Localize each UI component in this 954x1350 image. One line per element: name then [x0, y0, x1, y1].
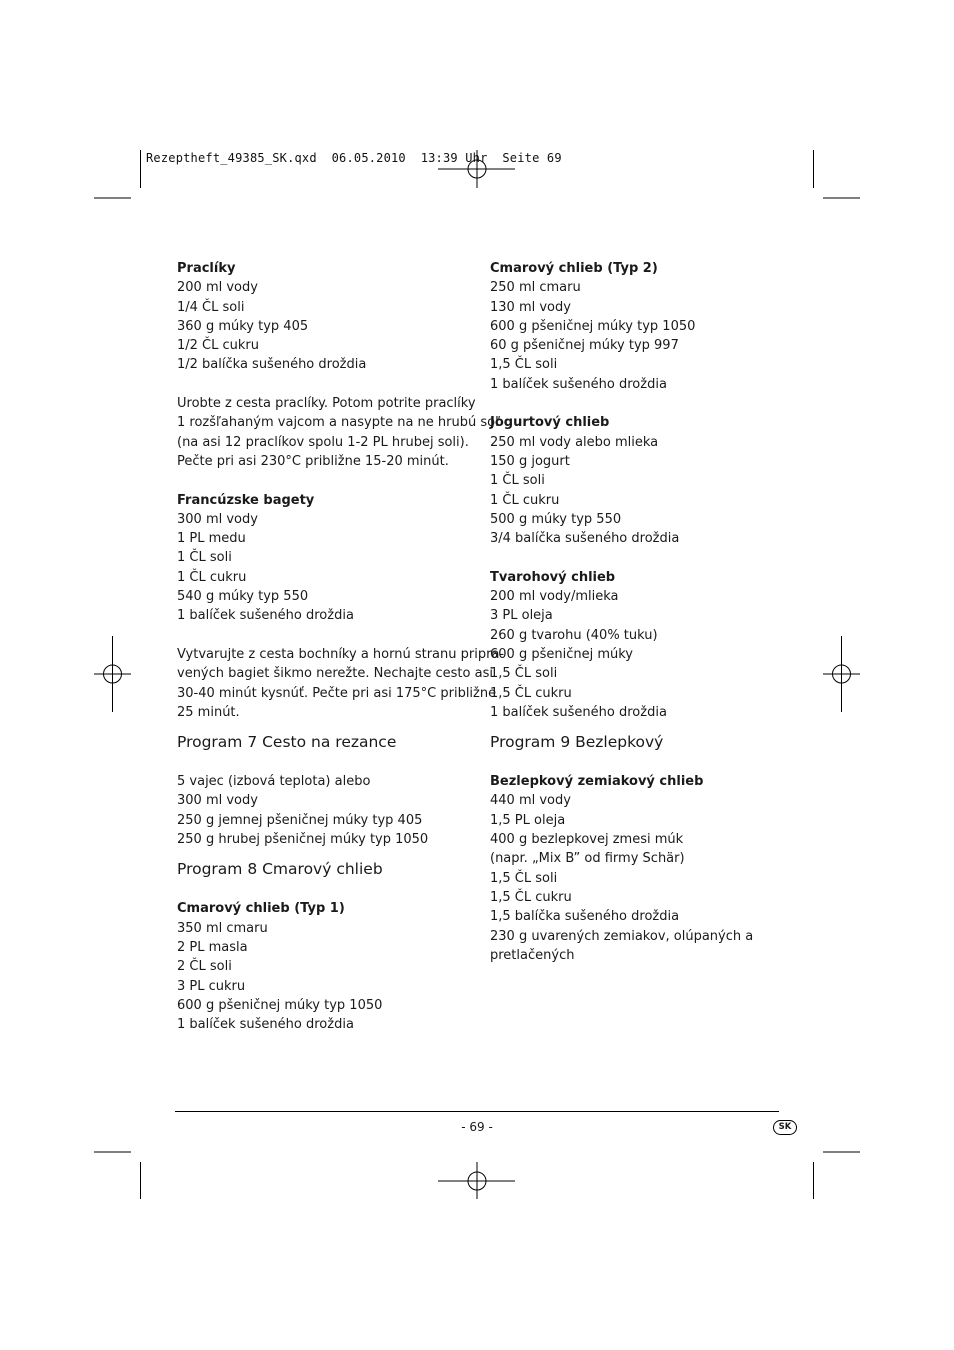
ingredient: 1 balíček sušeného droždia [490, 704, 667, 720]
right-column [490, 259, 790, 965]
ingredient: 1/2 balíčka sušeného droždia [177, 357, 367, 373]
ingredient: 5 vajec (izbová teplota) alebo [177, 774, 371, 790]
ingredient: 500 g múky typ 550 [490, 511, 622, 527]
recipe-title: Tvarohový chlieb [490, 569, 616, 585]
ingredient: 360 g múky typ 405 [177, 318, 309, 334]
ingredient: 150 g jogurt [490, 453, 570, 469]
recipe-cmarovy-chlieb-2 [490, 259, 790, 413]
ingredient: 350 ml cmaru [177, 920, 268, 936]
ingredient: 1,5 ČL soli [490, 357, 558, 373]
ingredient: 1,5 balíčka sušeného droždia [490, 909, 680, 925]
ingredient: 3 PL oleja [490, 608, 553, 624]
ingredient: 1 ČL soli [177, 550, 232, 566]
instruction-line: Urobte z cesta praclíky. Potom potrite praclíky [177, 396, 476, 412]
ingredient: 600 g pšeničnej múky typ 1050 [490, 318, 696, 334]
recipe-title: Praclíky [177, 261, 236, 276]
ingredient: 2 ČL soli [177, 959, 232, 975]
recipe-jogurtovy-chlieb [490, 413, 790, 567]
program-9-heading: Program 9 Bezlepkový [490, 733, 664, 752]
ingredient: 250 ml vody alebo mlieka [490, 434, 659, 450]
recipe-title: Francúzske bagety [177, 492, 315, 508]
program-7-heading: Program 7 Cesto na rezance [177, 733, 397, 752]
left-column [177, 259, 505, 1034]
ingredient: 540 g múky typ 550 [177, 589, 309, 605]
ingredient: 1 balíček sušeného droždia [177, 608, 354, 624]
recipe-tvarohovy-chlieb [490, 568, 790, 722]
ingredient: 260 g tvarohu (40% tuku) [490, 627, 658, 643]
ingredient: 130 ml vody [490, 299, 571, 315]
program-7-ingredients [177, 772, 467, 849]
instruction-line: Vytvarujte z cesta bochníky a hornú stranu pripra- [177, 646, 505, 662]
ingredient: 250 ml cmaru [490, 280, 581, 296]
ingredient: 1 ČL cukru [177, 569, 247, 585]
ingredient: 1/2 ČL cukru [177, 338, 260, 354]
ingredient: 440 ml vody [490, 793, 571, 809]
ingredient: 1 PL medu [177, 531, 246, 547]
ingredient: 2 PL masla [177, 939, 248, 955]
ingredient: 230 g uvarených zemiakov, olúpaných a [490, 928, 754, 944]
page-number: - 69 - [461, 1120, 493, 1134]
recipe-bezlepkovy-zemiakovy-chlieb [490, 772, 790, 965]
ingredient: 1 balíček sušeného droždia [177, 1017, 354, 1033]
ingredient: 1/4 ČL soli [177, 299, 245, 315]
ingredient: 1,5 PL oleja [490, 812, 566, 828]
language-badge: SK [773, 1120, 797, 1135]
instruction-line: 1 rozšľahaným vajcom a nasypte na ne hrubú soľ [177, 415, 500, 431]
ingredient: 1,5 ČL cukru [490, 685, 572, 701]
ingredient: 400 g bezlepkovej zmesi múk [490, 832, 684, 848]
ingredient: 3 PL cukru [177, 978, 246, 994]
ingredient: 60 g pšeničnej múky typ 997 [490, 338, 679, 354]
ingredient: 1,5 ČL soli [490, 666, 558, 682]
ingredient: 1,5 ČL cukru [490, 889, 572, 905]
recipe-praclíky [177, 259, 500, 491]
recipe-cmarovy-chlieb-1 [177, 899, 467, 1034]
instruction-line: 30-40 minút kysnúť. Pečte pri asi 175°C približne [177, 685, 497, 701]
recipe-title: Cmarový chlieb (Typ 2) [490, 261, 658, 276]
ingredient: 600 g pšeničnej múky [490, 646, 633, 662]
footer-rule [175, 1111, 779, 1112]
ingredient: 1,5 ČL soli [490, 870, 558, 886]
instruction-line: Pečte pri asi 230°C približne 15-20 minút. [177, 453, 449, 469]
ingredient: (napr. „Mix B” od firmy Schär) [490, 851, 685, 867]
instruction-line: (na asi 12 praclíkov spolu 1-2 PL hrubej soli). [177, 434, 469, 450]
ingredient: 250 g jemnej pšeničnej múky typ 405 [177, 812, 423, 828]
ingredient: 300 ml vody [177, 793, 258, 809]
instruction-line: vených bagiet šikmo nerežte. Nechajte cesto asi [177, 666, 493, 682]
recipe-francuzske-bagety [177, 491, 505, 723]
ingredient: 1 ČL cukru [490, 492, 560, 508]
file-slug: Rezeptheft_49385_SK.qxd 06.05.2010 13:39 Uhr Seite 69 [146, 151, 562, 165]
ingredient: 200 ml vody/mlieka [490, 589, 619, 605]
ingredient: 600 g pšeničnej múky typ 1050 [177, 997, 383, 1013]
recipe-title: Jogurtový chlieb [490, 415, 610, 431]
ingredient: 250 g hrubej pšeničnej múky typ 1050 [177, 832, 429, 848]
ingredient: 1 balíček sušeného droždia [490, 376, 667, 392]
ingredient: 1 ČL soli [490, 473, 545, 489]
ingredient: 3/4 balíčka sušeného droždia [490, 531, 680, 547]
recipe-title: Cmarový chlieb (Typ 1) [177, 901, 345, 917]
ingredient: pretlačených [490, 947, 575, 963]
program-8-heading: Program 8 Cmarový chlieb [177, 860, 383, 879]
ingredient: 200 ml vody [177, 280, 258, 296]
recipe-title: Bezlepkový zemiakový chlieb [490, 774, 704, 790]
instruction-line: 25 minút. [177, 704, 240, 720]
ingredient: 300 ml vody [177, 511, 258, 527]
